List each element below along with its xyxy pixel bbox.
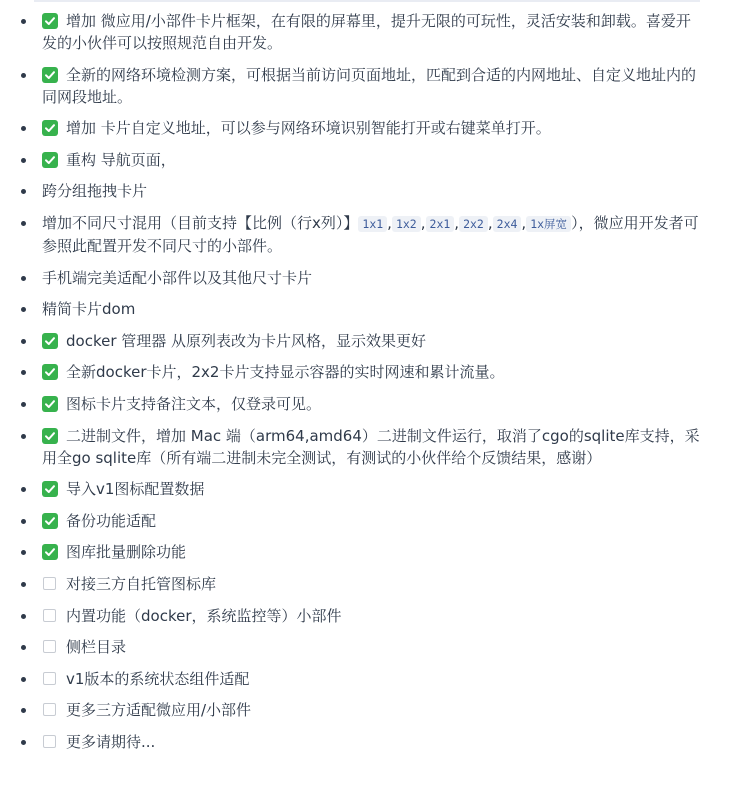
empty-checkbox-icon [43, 609, 56, 622]
list-item [42, 668, 702, 690]
feature-list [0, 10, 730, 753]
item-text-before: 增加不同尺寸混用（目前支持【比例（行x列）】 [42, 213, 359, 232]
empty-checkbox-icon [43, 577, 56, 590]
empty-checkbox-icon [43, 672, 56, 685]
item-text: 手机端完美适配小部件以及其他尺寸卡片 [42, 268, 313, 287]
list-item [42, 636, 702, 658]
size-tag: 2x4 [493, 216, 522, 232]
size-tag: 2x1 [426, 216, 455, 232]
item-text: 跨分组拖拽卡片 [42, 182, 148, 201]
check-mark-button-icon [42, 364, 58, 380]
item-text: 重构 导航页面， [66, 150, 176, 169]
item-text: 增加 微应用/小部件卡片框架，在有限的屏幕里，提升无限的可玩性，灵活安装和卸载。喜爱开发的小伙伴可以按照规范自由开发。 [42, 12, 691, 52]
item-text: 导入v1图标配置数据 [66, 480, 205, 499]
list-item [42, 605, 702, 627]
list-item [42, 117, 702, 139]
item-text: 增加 卡片自定义地址，可以参与网络环境识别智能打开或右键菜单打开。 [66, 119, 551, 138]
check-mark-button-icon [42, 67, 58, 83]
check-mark-button-icon [42, 481, 58, 497]
item-text: v1版本的系统状态组件适配 [66, 669, 250, 688]
list-item [42, 330, 702, 352]
check-mark-button-icon [42, 13, 58, 29]
list-item [42, 478, 702, 500]
list-item [42, 573, 702, 595]
check-mark-button-icon [42, 396, 58, 412]
size-tag: 1x屏宽 [526, 216, 571, 232]
size-tag: 2x2 [459, 216, 488, 232]
check-mark-button-icon [42, 152, 58, 168]
item-text: 对接三方自托管图标库 [66, 574, 217, 593]
item-text: 更多请期待... [66, 732, 156, 751]
item-text: 侧栏目录 [66, 638, 127, 657]
check-mark-button-icon [42, 120, 58, 136]
empty-checkbox-icon [43, 735, 56, 748]
list-item [42, 510, 702, 532]
empty-checkbox-icon [43, 703, 56, 716]
item-text: 图标卡片支持备注文本，仅登录可见。 [66, 394, 322, 413]
list-item [42, 541, 702, 563]
list-item: 增加不同尺寸混用（目前支持【比例（行x列）】 1x1 , 1x2 , 2x1 , 2x2 , 2x4 , 1x屏宽 ），微应用开发者可参照此配置开发不同尺寸的小部件。 [42, 212, 702, 257]
item-text: 更多三方适配微应用/小部件 [66, 701, 252, 720]
list-item [42, 425, 702, 469]
item-text: 图库批量删除功能 [66, 543, 187, 562]
list-item [42, 298, 702, 320]
list-item [42, 699, 702, 721]
list-item [42, 180, 702, 202]
check-mark-button-icon [42, 428, 58, 444]
list-item [42, 393, 702, 415]
item-text: 备份功能适配 [66, 511, 157, 530]
changelog-content [0, 10, 730, 762]
size-tag: 1x1 [358, 216, 387, 232]
list-item [42, 149, 702, 171]
item-text: 内置功能（docker，系统监控等）小部件 [66, 606, 342, 625]
list-item [42, 267, 702, 289]
list-item [42, 64, 702, 108]
size-tag: 1x2 [392, 216, 421, 232]
item-text-after: ），微应用开发者可参照此配置开发不同尺寸的小部件。 [42, 213, 699, 255]
item-text: 精简卡片dom [42, 300, 136, 319]
item-text: 全新docker卡片，2x2卡片支持显示容器的实时网速和累计流量。 [66, 363, 505, 382]
list-item [42, 731, 702, 753]
item-text: 二进制文件，增加 Mac 端（arm64,amd64）二进制文件运行，取消了cgo的sqlite库支持，采用全go sqlite库（所有端二进制未完全测试，有测试的小伙伴给个反馈结果，感谢） [42, 426, 700, 467]
empty-checkbox-icon [43, 640, 56, 653]
list-item [42, 10, 702, 54]
list-item [42, 361, 702, 383]
top-divider [34, 0, 700, 2]
item-text: docker 管理器 从原列表改为卡片风格，显示效果更好 [66, 331, 427, 350]
item-text: 全新的网络环境检测方案，可根据当前访问页面地址，匹配到合适的内网地址、自定义地址内的同网段地址。 [42, 65, 697, 106]
check-mark-button-icon [42, 544, 58, 560]
check-mark-button-icon [42, 513, 58, 529]
check-mark-button-icon [42, 333, 58, 349]
